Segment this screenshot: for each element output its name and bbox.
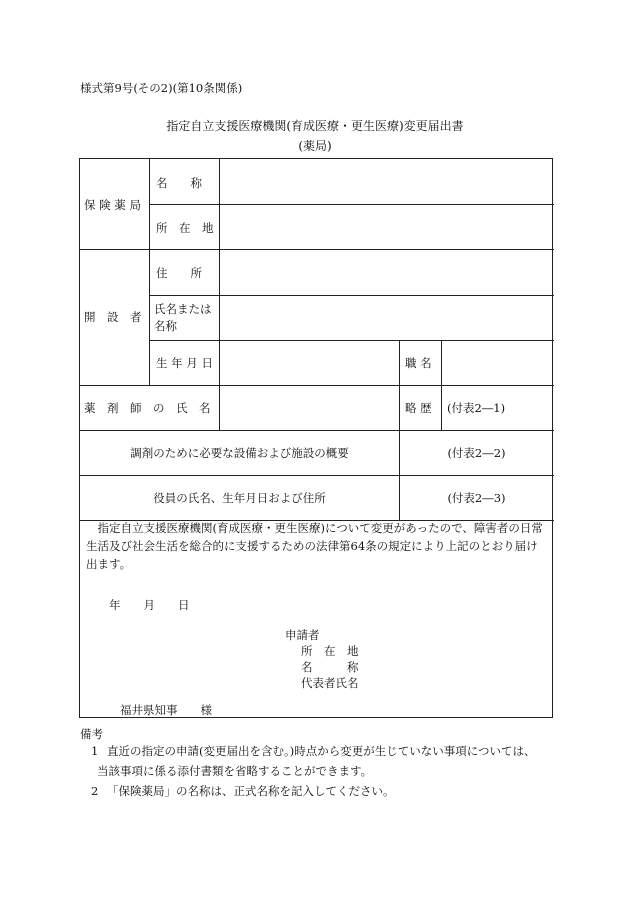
pharmacy-location-field[interactable] — [221, 206, 553, 248]
form-number: 様式第9号(その2)(第10条関係) — [80, 81, 243, 95]
applicant-location-label: 所 在 地 — [301, 644, 359, 658]
submission-date[interactable]: 年 月 日 — [109, 598, 190, 612]
addressee: 福井県知事 様 — [120, 703, 212, 717]
facilities-label: 調剤のために必要な設備および施設の概要 — [130, 446, 349, 460]
officers-label: 役員の氏名、生年月日および住所 — [153, 491, 326, 505]
note-1-line1: 直近の指定の申請(変更届出を含む。)時点から変更が生じていない事項については、 — [107, 744, 536, 758]
note-2-number: 2 — [91, 784, 99, 798]
founder-name-label-line1: 氏名または — [154, 302, 212, 316]
position-label: 職 名 — [405, 356, 432, 370]
declaration-text: 指定自立支援医療機関(育成医療・更生医療)について変更があったので、障害者の日常生活及び社会生活を総合的に支援するための法律第64条の規定により上記のとおり届け出ます。 — [86, 521, 543, 571]
pharmacist-name-field[interactable] — [221, 387, 398, 429]
founder-address-label: 住 所 — [156, 266, 202, 280]
pharmacy-name-label: 名 称 — [156, 176, 202, 190]
founder-address-field[interactable] — [221, 251, 553, 294]
career-label: 略 歴 — [405, 401, 432, 415]
position-field[interactable] — [443, 342, 553, 384]
pharmacist-name-label: 薬 剤 師 の 氏 名 — [84, 401, 211, 415]
notes-heading: 備考 — [80, 727, 103, 741]
birthdate-label: 生 年 月 日 — [156, 356, 213, 370]
note-1-line2: 当該事項に係る添付書類を省略することができます。 — [97, 764, 373, 778]
pharmacy-name-field[interactable] — [221, 160, 553, 203]
founder-name-label-line2: 名称 — [154, 319, 177, 333]
form-subtitle: (薬局) — [298, 139, 332, 153]
founder-label: 開 設 者 — [84, 310, 142, 324]
career-ref: (付表2―1) — [447, 401, 506, 415]
pharmacy-label: 保 険 薬 局 — [84, 198, 141, 212]
change-notification-table — [79, 158, 553, 718]
facilities-ref: (付表2―2) — [447, 446, 506, 460]
note-1-number: 1 — [91, 744, 99, 758]
pharmacy-location-label: 所 在 地 — [156, 221, 214, 235]
birthdate-field[interactable] — [221, 342, 398, 384]
applicant-rep-label: 代表者氏名 — [301, 676, 359, 690]
form-title: 指定自立支援医療機関(育成医療・更生医療)変更届出書 — [166, 119, 464, 133]
founder-name-field[interactable] — [221, 297, 553, 339]
note-2-line1: 「保険薬局」の名称は、正式名称を記入してください。 — [107, 784, 395, 798]
applicant-label: 申請者 — [285, 628, 320, 642]
applicant-name-label: 名 称 — [301, 660, 359, 674]
officers-ref: (付表2―3) — [447, 491, 506, 505]
